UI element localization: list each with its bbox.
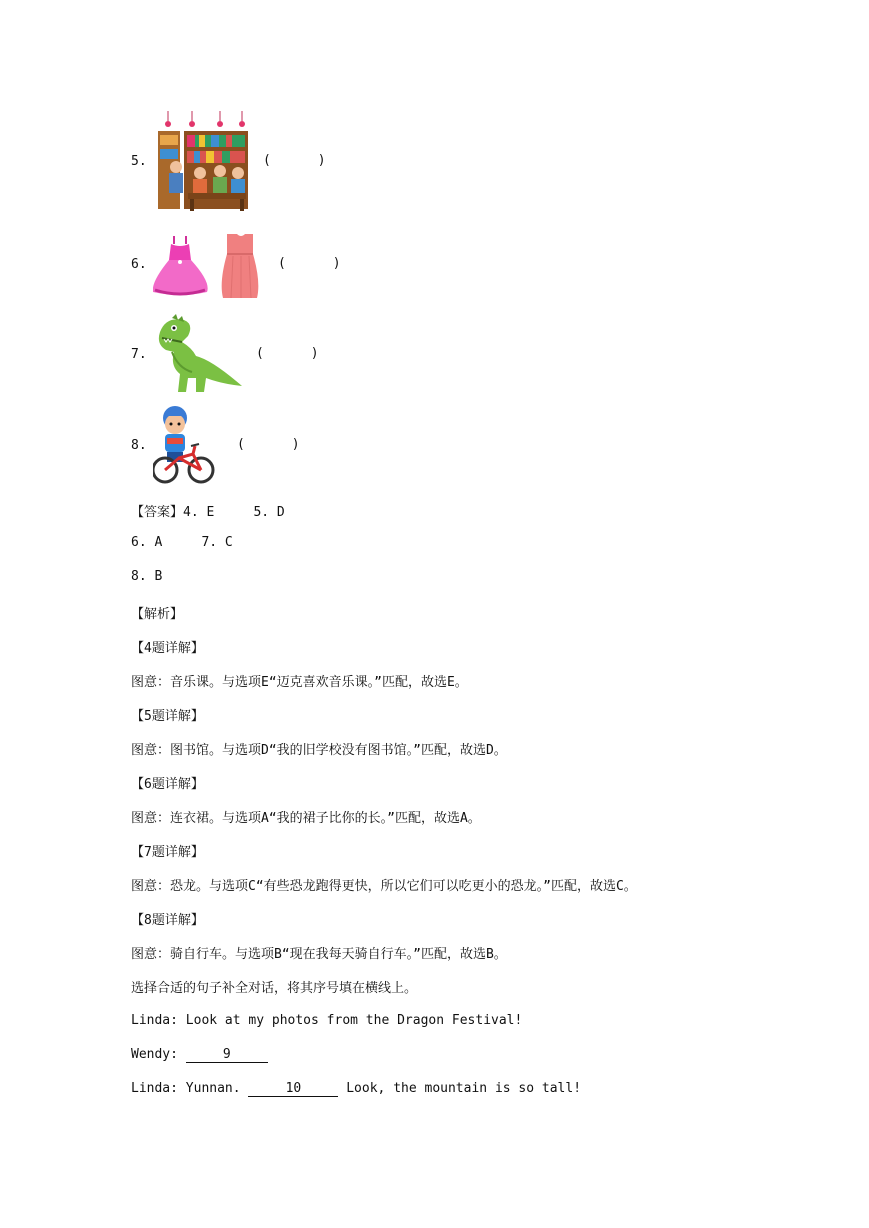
answer-parentheses: ( ): [256, 346, 319, 361]
answer-line-3: 8. B: [131, 569, 163, 584]
answer-parentheses: ( ): [278, 256, 341, 271]
question-number: 8.: [131, 438, 147, 453]
dialogue-text: Look, the mountain is so tall!: [338, 1081, 582, 1096]
detail-title: 【7题详解】: [131, 845, 204, 860]
dinosaur-icon: [152, 312, 244, 394]
question-number: 7.: [131, 347, 147, 362]
detail-text: 图意：连衣裙。与选项A“我的裙子比你的长。”匹配，故选A。: [131, 811, 481, 826]
answer-blank[interactable]: 9: [186, 1047, 268, 1063]
dialogue-line: [131, 1081, 581, 1097]
question-number: 6.: [131, 257, 147, 272]
answer-parentheses: ( ): [263, 153, 326, 168]
library-icon: [154, 111, 252, 213]
detail-text: 图意：图书馆。与选项D“我的旧学校没有图书馆。”匹配，故选D。: [131, 743, 507, 758]
detail-title: 【4题详解】: [131, 641, 204, 656]
detail-text: 图意：骑自行车。与选项B“现在我每天骑自行车。”匹配，故选B。: [131, 947, 507, 962]
answer-blank[interactable]: 10: [248, 1081, 338, 1097]
speaker-label: Linda: Yunnan.: [131, 1081, 249, 1096]
instruction: 选择合适的句子补全对话，将其序号填在横线上。: [131, 981, 418, 996]
answer-line-1: 【答案】4. E 5. D: [131, 505, 285, 520]
bicycle-boy-icon: [153, 402, 215, 488]
dialogue-line: Linda: Look at my photos from the Dragon Festival!: [131, 1013, 523, 1028]
answer-parentheses: ( ): [237, 437, 300, 452]
answer-line-2: 6. A 7. C: [131, 535, 233, 550]
dialogue-line: [131, 1047, 268, 1063]
analysis-heading: 【解析】: [131, 607, 184, 622]
detail-title: 【5题详解】: [131, 709, 204, 724]
detail-text: 图意：恐龙。与选项C“有些恐龙跑得更快，所以它们可以吃更小的恐龙。”匹配，故选C。: [131, 879, 637, 894]
question-number: 5.: [131, 154, 147, 169]
detail-title: 【8题详解】: [131, 913, 204, 928]
detail-text: 图意：音乐课。与选项E“迈克喜欢音乐课。”匹配，故选E。: [131, 675, 468, 690]
detail-title: 【6题详解】: [131, 777, 204, 792]
dresses-icon: [153, 232, 261, 300]
speaker-label: Wendy:: [131, 1047, 186, 1062]
